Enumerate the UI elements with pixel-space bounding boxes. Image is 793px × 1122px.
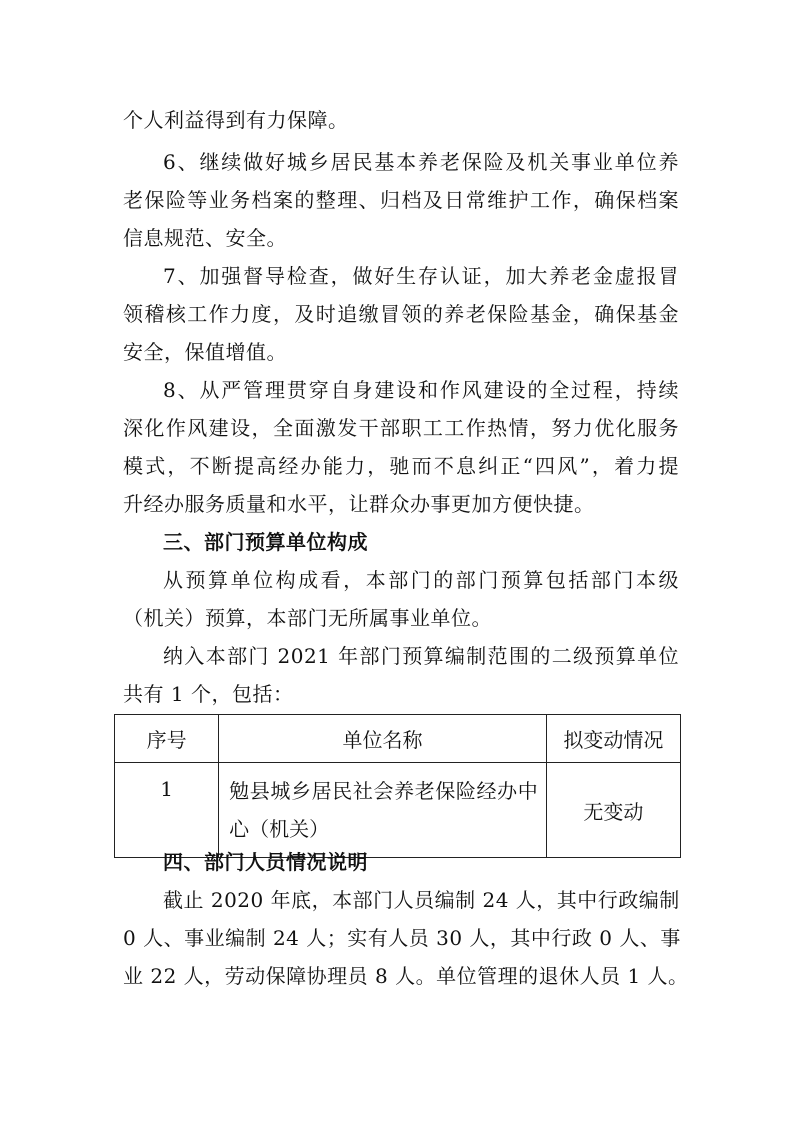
paragraph-line: 个人利益得到有力保障。: [123, 108, 349, 132]
paragraph-line: 共有 1 个，包括：: [123, 682, 294, 706]
header-cell: 单位名称: [219, 715, 547, 763]
table-header-row: [115, 715, 681, 763]
change-status: 无变动: [546, 763, 680, 858]
paragraph-line: 模式，不断提高经办能力，驰而不息纠正“四风”，着力提: [123, 454, 679, 478]
paragraph-line: 领稽核工作力度，及时追缴冒领的养老保险基金，确保基金: [123, 302, 679, 326]
unit-name: 勉县城乡居民社会养老保险经办中心（机关）: [219, 763, 547, 858]
paragraph-line: 0 人、事业编制 24 人；实有人员 30 人，其中行政 0 人、事: [123, 926, 681, 950]
paragraph-line: 升经办服务质量和水平，让群众办事更加方便快捷。: [123, 492, 595, 516]
paragraph-line: 安全，保值增值。: [123, 340, 287, 364]
paragraph-line: 业 22 人，劳动保障协理员 8 人。单位管理的退休人员 1 人。: [123, 964, 689, 988]
header-cell: 序号: [115, 715, 219, 763]
paragraph-line: 纳入本部门 2021 年部门预算编制范围的二级预算单位: [163, 644, 679, 668]
row-number: 1: [115, 763, 219, 858]
header-cell: 拟变动情况: [546, 715, 680, 763]
paragraph-line: （机关）预算，本部门无所属事业单位。: [123, 606, 492, 630]
section-heading: 四、部门人员情况说明: [163, 850, 368, 874]
table-row: [115, 763, 681, 858]
paragraph-line: 7、加强督导检查，做好生存认证，加大养老金虚报冒: [163, 264, 679, 288]
paragraph-line: 8、从严管理贯穿自身建设和作风建设的全过程，持续: [163, 378, 679, 402]
paragraph-line: 6、继续做好城乡居民基本养老保险及机关事业单位养: [163, 150, 679, 174]
paragraph-line: 截止 2020 年底，本部门人员编制 24 人，其中行政编制: [163, 888, 680, 912]
section-heading: 三、部门预算单位构成: [163, 530, 368, 554]
paragraph-line: 老保险等业务档案的整理、归档及日常维护工作，确保档案: [123, 188, 679, 212]
paragraph-line: 信息规范、安全。: [123, 226, 287, 250]
budget-units-table: [114, 714, 681, 858]
paragraph-line: 从预算单位构成看，本部门的部门预算包括部门本级: [163, 568, 679, 592]
paragraph-line: 深化作风建设，全面激发干部职工工作热情，努力优化服务: [123, 416, 679, 440]
